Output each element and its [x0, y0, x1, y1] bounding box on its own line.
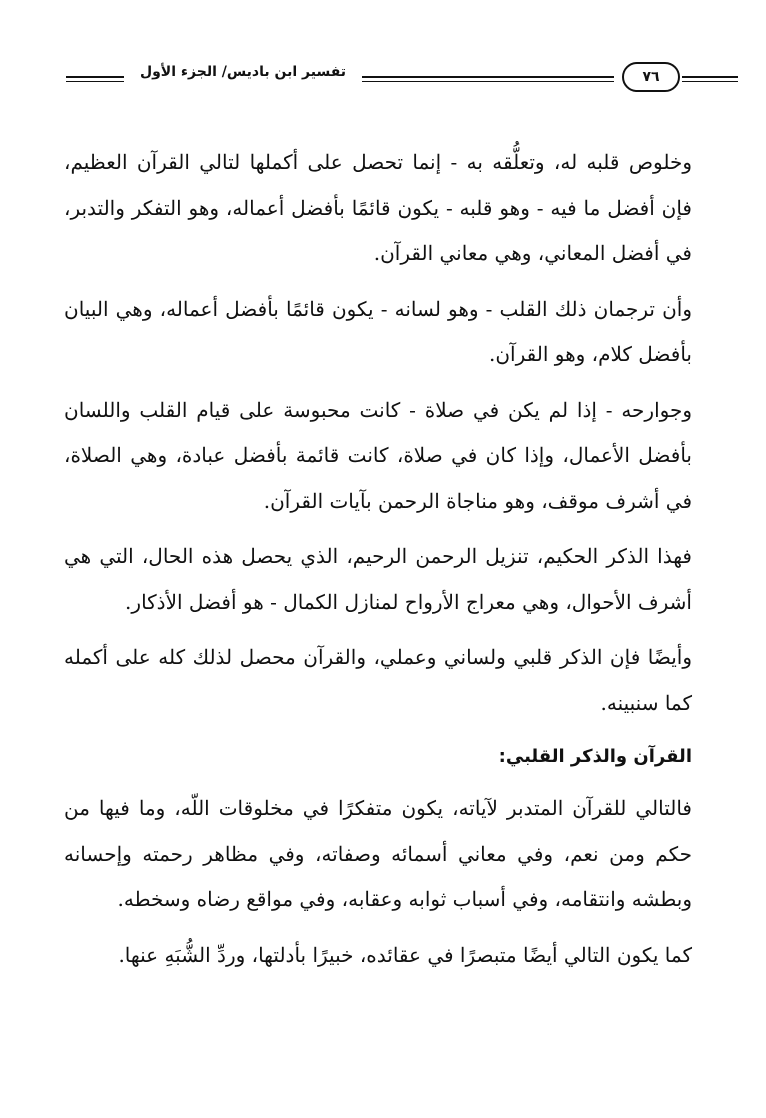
page-number: ٧٦	[622, 62, 680, 92]
paragraph-5: وأيضًا فإن الذكر قلبي ولساني وعملي، والقرآن محصل لذلك كله على أكمله كما سنبينه.	[64, 645, 692, 715]
header-rule-left	[66, 76, 124, 82]
paragraph-6: فالتالي للقرآن المتدبر لآياته، يكون متفكرًا في مخلوقات اللّه، وما فيها من حكم ومن نعم، وفي معاني أسمائه وصفاته، وفي مظاهر رحمته وإحسانه وبطشه وانتقامه، وفي أسباب ثوابه وعقابه، وفي مواقع رضاه وسخطه.	[64, 796, 692, 911]
paragraph-1: وخلوص قلبه له، وتعلُّقه به - إنما تحصل على أكملها لتالي القرآن العظيم، فإن أفضل ما فيه - وهو قلبه - يكون قائمًا بأفضل أعماله، وهو التفكر والتدبر، في أفضل المعاني، وهي معاني القرآن.	[64, 150, 692, 265]
running-title: تفسير ابن باديس/ الجزء الأول	[139, 64, 347, 80]
paragraph-3: وجوارحه - إذا لم يكن في صلاة - كانت محبوسة على قيام القلب واللسان بأفضل الأعمال، وإذا كان في صلاة، كانت قائمة بأفضل عبادة، وهي الصلاة، في أشرف موقف، وهو مناجاة الرحمن بآيات القرآن.	[64, 397, 692, 513]
section-heading: القرآن والذكر القلبي:	[498, 746, 692, 767]
page-body	[64, 140, 692, 988]
header-rule-right	[682, 76, 738, 82]
paragraph-4: فهذا الذكر الحكيم، تنزيل الرحمن الرحيم، الذي يحصل هذه الحال، التي هي أشرف الأحوال، وهي معراج الأرواح لمنازل الكمال - هو أفضل الأذكار.	[64, 544, 692, 614]
paragraph-2: وأن ترجمان ذلك القلب - وهو لسانه - يكون قائمًا بأفضل أعماله، وهي البيان بأفضل كلام، وهو القرآن.	[64, 296, 692, 366]
header-rule-middle	[362, 76, 614, 82]
running-header	[66, 56, 686, 100]
paragraph-7: كما يكون التالي أيضًا متبصرًا في عقائده، خبيرًا بأدلتها، وردِّ الشُّبَهِ عنها.	[118, 942, 692, 967]
